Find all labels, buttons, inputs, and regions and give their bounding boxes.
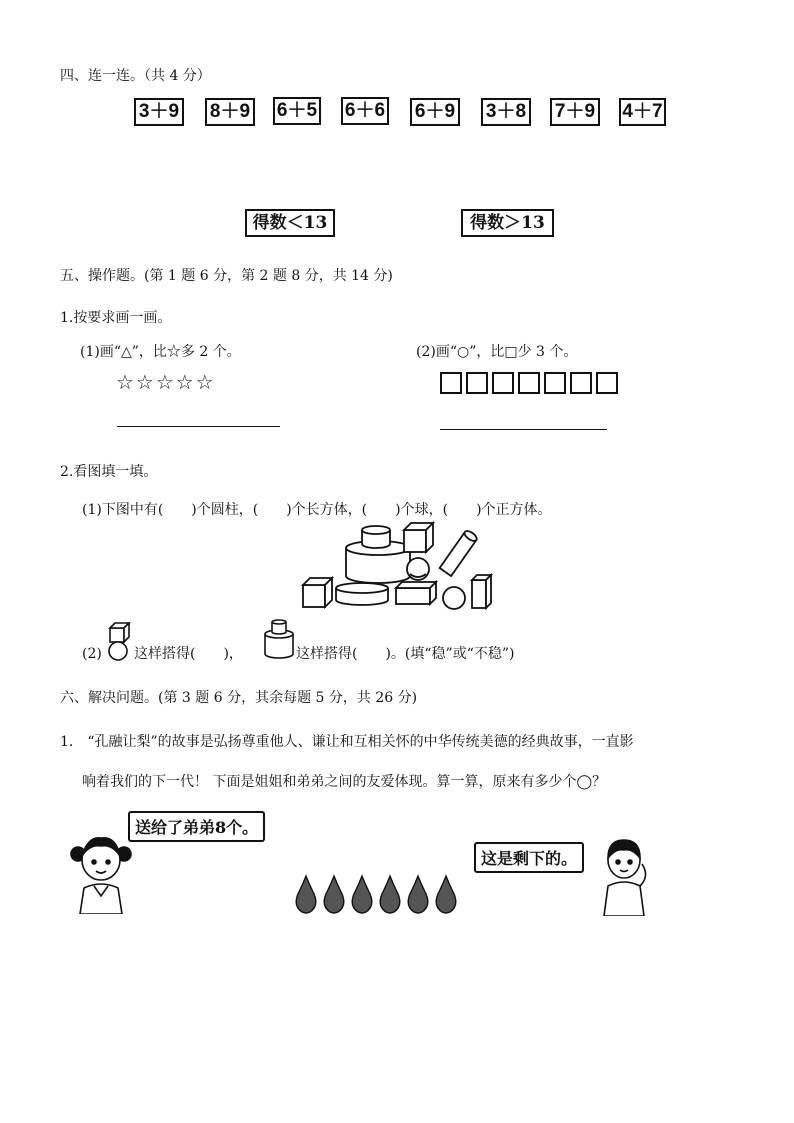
expression-card[interactable]: 3＋8 <box>481 98 531 126</box>
pears-row <box>292 872 472 916</box>
squares-row <box>440 372 622 398</box>
girl-icon <box>70 830 132 914</box>
girl-speech-bubble: 送给了弟弟8个。 <box>128 811 265 842</box>
q1-part2-text: (2)画“○”，比□少 3 个。 <box>416 344 578 360</box>
q1-title: 1.按要求画一画。 <box>60 310 172 326</box>
cube-on-ball-illustration <box>104 622 134 662</box>
stars-row: ☆☆☆☆☆ <box>116 370 216 394</box>
section6-title: 六、解决问题。(第 3 题 6 分，其余每题 5 分，共 26 分) <box>60 690 418 706</box>
square-shape <box>440 372 462 394</box>
q1-line1: 1. “孔融让梨”的故事是弘扬尊重他人、谦让和互相关怀的中华传统美德的经典故事，一直影 <box>60 734 634 750</box>
expression-card[interactable]: 7＋9 <box>550 98 600 126</box>
q2-part2-end: 这样搭得( )。(填“稳”或“不稳”) <box>296 646 515 662</box>
answer-line-circles[interactable] <box>440 429 607 430</box>
boy-speech-bubble: 这是剩下的。 <box>474 842 584 873</box>
cylinder-stack-illustration <box>262 618 296 662</box>
expression-card[interactable]: 3＋9 <box>134 98 184 126</box>
section5-title: 五、操作题。(第 1 题 6 分，第 2 题 8 分，共 14 分) <box>60 268 393 284</box>
expression-card[interactable]: 6＋9 <box>410 98 460 126</box>
square-shape <box>492 372 514 394</box>
q2-part1-text: (1)下图中有( )个圆柱，( )个长方体，( )个球，( )个正方体。 <box>82 502 552 518</box>
boy-icon <box>596 836 652 916</box>
solids-illustration <box>298 518 498 614</box>
expression-card[interactable]: 8＋9 <box>205 98 255 126</box>
expression-card[interactable]: 6＋5 <box>273 97 321 125</box>
expression-card[interactable]: 6＋6 <box>341 97 389 125</box>
q2-part2-label: (2) <box>82 646 102 662</box>
q2-part2-mid: 这样搭得( )， <box>134 646 243 662</box>
square-shape <box>518 372 540 394</box>
target-greater-than-13[interactable]: 得数＞13 <box>461 209 554 237</box>
section4-title: 四、连一连。（共 4 分） <box>60 68 211 84</box>
q2-title: 2.看图填一填。 <box>60 464 158 480</box>
expression-card[interactable]: 4＋7 <box>619 98 666 126</box>
square-shape <box>466 372 488 394</box>
q1-line2: 响着我们的下一代！ 下面是姐姐和弟弟之间的友爱体现。算一算，原来有多少个◯？ <box>82 774 607 790</box>
square-shape <box>544 372 566 394</box>
square-shape <box>596 372 618 394</box>
square-shape <box>570 372 592 394</box>
target-less-than-13[interactable]: 得数＜13 <box>245 209 335 237</box>
answer-line-triangles[interactable] <box>117 426 280 427</box>
q1-part1-text: (1)画“△”，比☆多 2 个。 <box>80 344 241 360</box>
